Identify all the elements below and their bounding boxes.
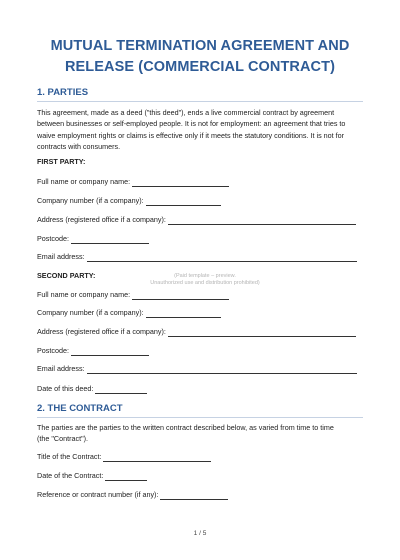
watermark-line: Unauthorized use and distribution prohibited) xyxy=(150,280,260,286)
section-2-rule xyxy=(37,417,363,418)
second-party-label: SECOND PARTY: xyxy=(37,271,96,280)
second-party-company-number-field[interactable] xyxy=(37,308,221,318)
first-party-address-field[interactable] xyxy=(37,215,356,225)
section-2-intro xyxy=(37,422,367,445)
section-1-intro-line: This agreement, made as a deed ("this deed"), ends a live commercial contract by agreement xyxy=(37,108,335,117)
section-2-intro-line: (the "Contract"). xyxy=(37,434,89,444)
date-of-contract-blank[interactable] xyxy=(105,473,147,481)
second-party-company-number-label: Company number (if a company): xyxy=(37,308,144,317)
watermark-line: (Paid template – preview. xyxy=(174,273,236,279)
section-1-intro xyxy=(37,107,367,153)
second-party-name-field[interactable] xyxy=(37,290,229,300)
first-party-postcode-field[interactable] xyxy=(37,234,149,244)
first-party-email-field[interactable] xyxy=(37,252,357,262)
section-1-intro-line: waive employment rights or claims is effective only if it meets the statutory conditions. It is not for xyxy=(37,130,345,140)
section-2-intro-line: The parties are the parties to the written contract described below, as varied from time to time xyxy=(37,423,334,432)
section-1-intro-line: between businesses or self-employed people. It is not for employment: an agreement that tries to xyxy=(37,119,346,129)
date-of-deed-field[interactable] xyxy=(37,384,147,394)
first-party-email-blank[interactable] xyxy=(87,254,357,262)
reference-number-field[interactable] xyxy=(37,490,228,500)
second-party-email-blank[interactable] xyxy=(87,366,357,374)
second-party-company-number-blank[interactable] xyxy=(146,310,221,318)
second-party-address-blank[interactable] xyxy=(168,329,356,337)
first-party-name-field[interactable] xyxy=(37,177,229,187)
date-of-contract-label: Date of the Contract: xyxy=(37,471,104,480)
section-2-heading: 2. THE CONTRACT xyxy=(37,403,123,414)
second-party-name-blank[interactable] xyxy=(132,292,229,300)
first-party-postcode-blank[interactable] xyxy=(71,236,149,244)
first-party-postcode-label: Postcode: xyxy=(37,234,69,243)
title-of-contract-blank[interactable] xyxy=(103,454,211,462)
page-number: 1 / 5 xyxy=(193,530,207,537)
date-of-contract-field[interactable] xyxy=(37,471,147,481)
date-of-deed-label: Date of this deed: xyxy=(37,384,94,393)
second-party-postcode-blank[interactable] xyxy=(71,348,149,356)
first-party-name-label: Full name or company name: xyxy=(37,177,131,186)
section-1-intro-line: contracts with consumers. xyxy=(37,142,121,152)
first-party-address-blank[interactable] xyxy=(168,217,356,225)
second-party-email-field[interactable] xyxy=(37,364,357,374)
first-party-name-blank[interactable] xyxy=(132,179,229,187)
section-1-rule xyxy=(37,101,363,102)
second-party-postcode-field[interactable] xyxy=(37,346,149,356)
reference-number-label: Reference or contract number (if any): xyxy=(37,490,159,499)
first-party-company-number-blank[interactable] xyxy=(146,198,221,206)
document-title-line-1: MUTUAL TERMINATION AGREEMENT AND xyxy=(50,38,350,54)
first-party-email-label: Email address: xyxy=(37,252,85,261)
first-party-label: FIRST PARTY: xyxy=(37,157,86,166)
document-title-line-2: RELEASE (COMMERCIAL CONTRACT) xyxy=(64,59,336,75)
section-1-heading: 1. PARTIES xyxy=(37,87,89,98)
reference-number-blank[interactable] xyxy=(160,492,228,500)
title-of-contract-field[interactable] xyxy=(37,452,211,462)
second-party-address-field[interactable] xyxy=(37,327,356,337)
title-of-contract-label: Title of the Contract: xyxy=(37,452,102,461)
date-of-deed-blank[interactable] xyxy=(95,386,147,394)
first-party-company-number-label: Company number (if a company): xyxy=(37,196,144,205)
first-party-company-number-field[interactable] xyxy=(37,196,221,206)
second-party-email-label: Email address: xyxy=(37,364,85,373)
second-party-address-label: Address (registered office if a company): xyxy=(37,327,166,336)
second-party-postcode-label: Postcode: xyxy=(37,346,69,355)
preview-watermark xyxy=(120,273,290,287)
second-party-name-label: Full name or company name: xyxy=(37,290,131,299)
first-party-address-label: Address (registered office if a company): xyxy=(37,215,166,224)
